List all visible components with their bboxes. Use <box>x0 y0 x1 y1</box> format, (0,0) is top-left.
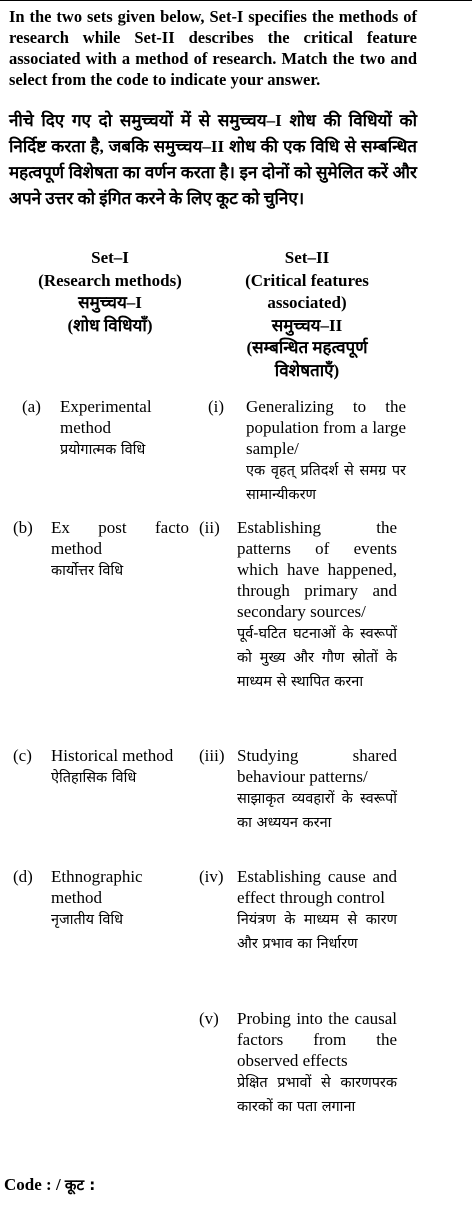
set1-item-d-en: Ethnographic method <box>51 867 143 907</box>
set1-item-b <box>51 517 189 583</box>
set1-title: Set–I <box>91 248 129 267</box>
set2-item-v <box>237 1008 397 1119</box>
set2-label-iii: (iii) <box>199 746 225 765</box>
code-label-en: Code : / <box>4 1175 61 1194</box>
set2-item-iii-hi: साझाकृत व्यवहारों के स्वरूपों का अध्ययन करना <box>237 791 397 831</box>
set1-item-a-hi: प्रयोगात्मक विधि <box>60 442 146 458</box>
set2-header <box>214 247 400 382</box>
set1-item-b-en: Ex post facto method <box>51 518 189 558</box>
set1-item-d <box>51 866 181 932</box>
set2-item-iv-hi: नियंत्रण के माध्यम से कारण और प्रभाव का निर्धारण <box>237 912 397 952</box>
set2-label-v: (v) <box>199 1009 219 1028</box>
set1-subtitle-hi: (शोध विधियाँ) <box>67 315 153 335</box>
set2-item-i-hi: एक वृहत् प्रतिदर्श से समग्र पर सामान्यीकरण <box>246 463 406 503</box>
set1-label-d: (d) <box>13 867 33 886</box>
set2-subtitle-en-2: associated) <box>267 293 347 312</box>
set1-title-hi: समुच्चय–I <box>78 293 142 312</box>
set2-item-ii <box>237 517 397 694</box>
question-intro-hindi: नीचे दिए गए दो समुच्चयों में से समुच्चय–I शोध की विधियों को निर्दिष्ट करता है, जबकि समुच्चय–II शोध की एक विधि से सम्बन्धित महत्वपूर्ण विशेषता का वर्णन करता है। इन दोनों को सुमेलित करें और अपने उत्तर को इंगित करने के लिए कूट को चुनिए। <box>9 111 417 208</box>
set2-item-iv <box>237 866 397 956</box>
set2-label-iv: (iv) <box>199 867 224 886</box>
set1-subtitle-en: (Research methods) <box>38 270 182 290</box>
set2-title-hi: समुच्चय–II <box>271 315 343 335</box>
set2-subtitle-en-1: (Critical features <box>245 270 369 290</box>
set2-subtitle-hi-1: (सम्बन्धित महत्वपूर्ण <box>246 338 368 357</box>
set1-label-c: (c) <box>13 746 32 765</box>
set1-item-a-en: Experimental method <box>60 397 152 437</box>
set2-label-ii: (ii) <box>199 518 220 537</box>
set1-label-b: (b) <box>13 518 33 537</box>
set2-item-v-hi: प्रेक्षित प्रभावों से कारणपरक कारकों का पता लगाना <box>237 1075 397 1115</box>
set1-item-b-hi: कार्योत्तर विधि <box>51 563 124 579</box>
set2-item-iv-en: Establishing cause and effect through control <box>237 867 397 907</box>
set2-item-i <box>246 396 406 507</box>
set1-item-d-hi: नृजातीय विधि <box>51 912 124 928</box>
set1-item-c-hi: ऐतिहासिक विधि <box>51 770 137 786</box>
code-label-hi: कूट : <box>64 1176 96 1194</box>
set2-subtitle-hi-2: विशेषताएँ) <box>274 360 340 380</box>
question-intro-english: In the two sets given below, Set-I specifies the methods of research while Set-II describes the critical feature associated with a method of research. Match the two and select from the code to indicate your answer. <box>9 7 417 89</box>
set2-item-iii-en: Studying shared behaviour patterns/ <box>237 746 397 786</box>
set2-item-ii-en: Establishing the patterns of events which have happened, through primary and secondary sources/ <box>237 518 397 621</box>
set2-item-iii <box>237 745 397 835</box>
set1-label-a: (a) <box>22 397 41 416</box>
set2-item-v-en: Probing into the causal factors from the observed effects <box>237 1009 397 1070</box>
set1-header <box>16 247 204 337</box>
set2-item-i-en: Generalizing to the population from a large sample/ <box>246 397 406 458</box>
top-rule <box>0 0 472 1</box>
set1-item-a <box>60 396 190 462</box>
set2-item-ii-hi: पूर्व-घटित घटनाओं के स्वरूपों को मुख्य और गौण स्रोतों के माध्यम से स्थापित करना <box>237 626 397 690</box>
set2-title: Set–II <box>284 248 330 267</box>
set2-label-i: (i) <box>208 397 225 416</box>
code-label <box>4 1175 95 1195</box>
set1-item-c <box>51 745 181 790</box>
set1-item-c-en: Historical method <box>51 746 174 765</box>
